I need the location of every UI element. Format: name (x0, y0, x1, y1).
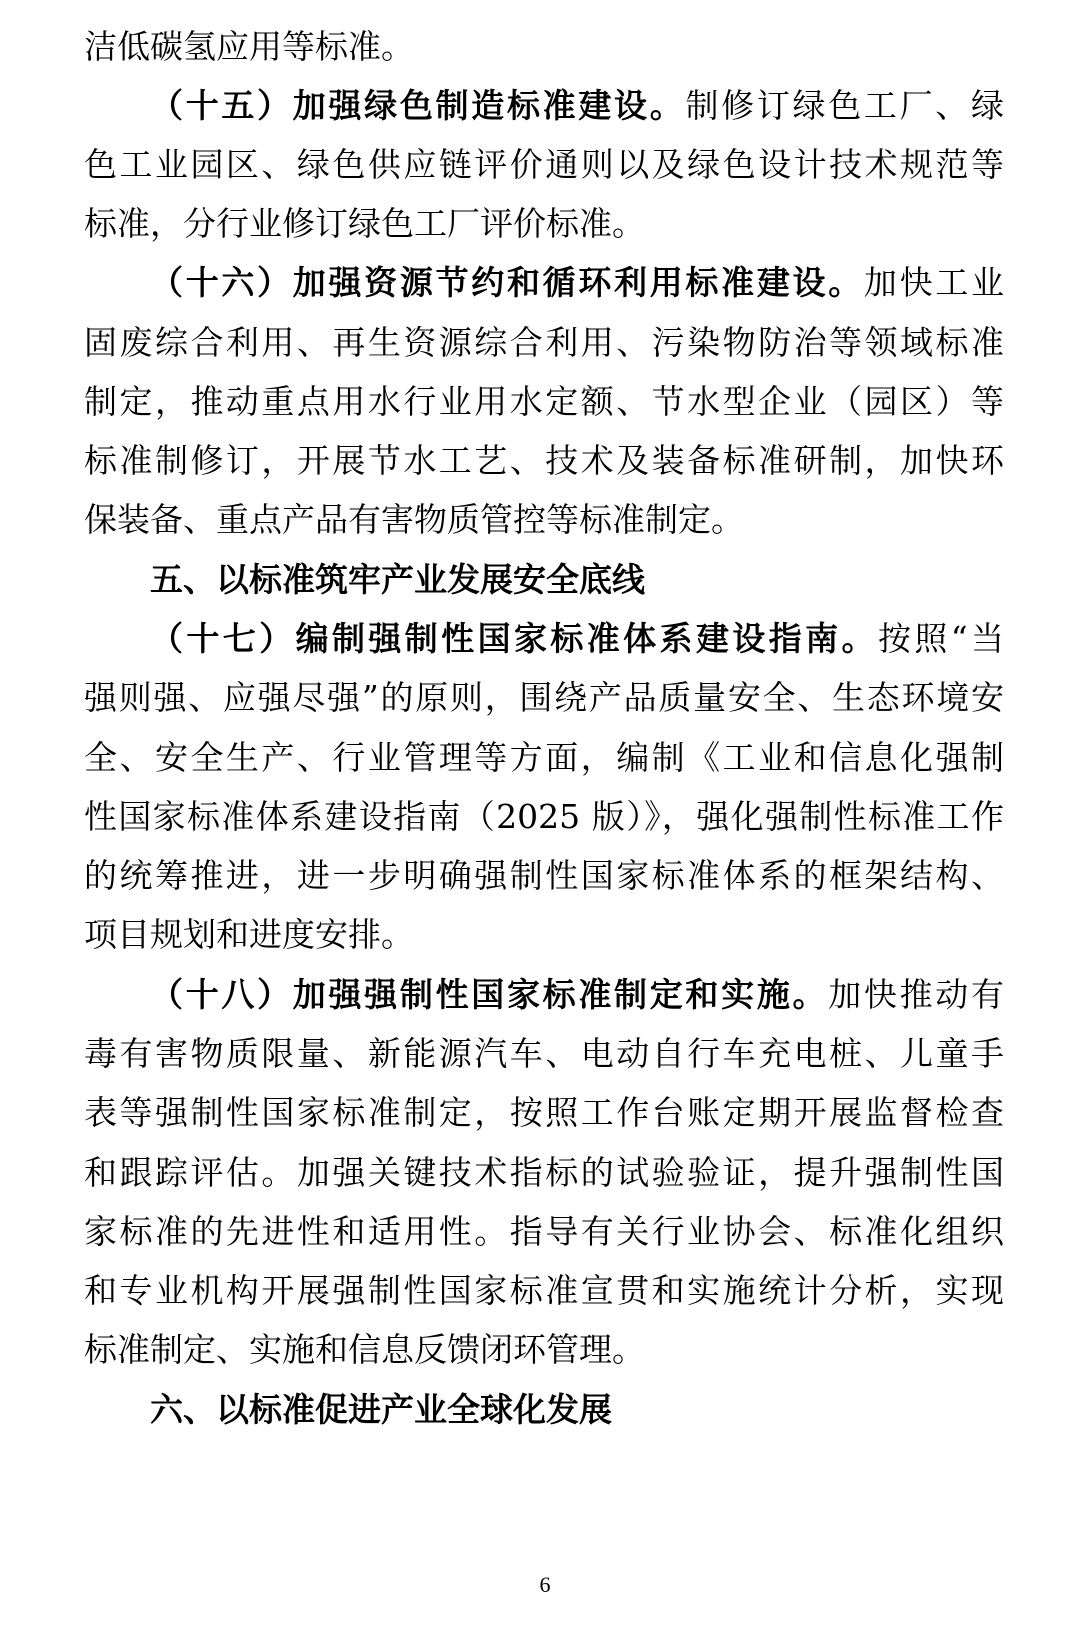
paragraph-line: 制定，推动重点用水行业用水定额、节水型企业（园区）等 (84, 382, 1004, 421)
page-number: 6 (539, 1572, 551, 1597)
paragraph-15-title: （十五）加强绿色制造标准建设。 (150, 86, 686, 125)
paragraph-line: 标准制定、实施和信息反馈闭环管理。 (84, 1330, 645, 1369)
paragraph-line: 标准，分行业修订绿色工厂评价标准。 (84, 204, 645, 243)
paragraph-line: 和专业机构开展强制性国家标准宣贯和实施统计分析，实现 (84, 1271, 1004, 1310)
paragraph-line: 表等强制性国家标准制定，按照工作台账定期开展监督检查 (84, 1093, 1004, 1132)
paragraph-line: 和跟踪评估。加强关键技术指标的试验验证，提升强制性国 (84, 1153, 1004, 1192)
paragraph-line: 家标准的先进性和适用性。指导有关行业协会、标准化组织 (84, 1212, 1004, 1251)
paragraph-line: 洁低碳氢应用等标准。 (84, 27, 414, 66)
paragraph-line: 性国家标准体系建设指南（2025 版）》，强化强制性标准工作 (84, 797, 1004, 836)
paragraph-line: 的统筹推进，进一步明确强制性国家标准体系的框架结构、 (84, 856, 1004, 895)
paragraph-18-line-1 (150, 975, 1004, 1015)
paragraph-15-line-1 (150, 86, 1004, 126)
paragraph-17-line-1 (150, 619, 1004, 659)
paragraph-line: 强则强、应强尽强”的原则，围绕产品质量安全、生态环境安 (84, 678, 1004, 717)
paragraph-17-title: （十七）编制强制性国家标准体系建设指南。 (150, 619, 878, 658)
paragraph-18-text: 加快推动有 (828, 975, 1005, 1014)
paragraph-15-text: 制修订绿色工厂、绿 (685, 86, 1005, 125)
paragraph-line: 色工业园区、绿色供应链评价通则以及绿色设计技术规范等 (84, 145, 1004, 184)
paragraph-16-text: 加快工业 (863, 263, 1005, 302)
paragraph-18-title: （十八）加强强制性国家标准制定和实施。 (150, 975, 829, 1014)
section-heading-5: 五、以标准筑牢产业发展安全底线 (150, 560, 645, 599)
paragraph-16-line-1 (150, 263, 1004, 303)
paragraph-line: 项目规划和进度安排。 (84, 915, 414, 954)
paragraph-line: 毒有害物质限量、新能源汽车、电动自行车充电桩、儿童手 (84, 1034, 1004, 1073)
paragraph-line: 标准制修订，开展节水工艺、技术及装备标准研制，加快环 (84, 441, 1004, 480)
paragraph-line: 固废综合利用、再生资源综合利用、污染物防治等领域标准 (84, 323, 1004, 362)
section-heading-6: 六、以标准促进产业全球化发展 (150, 1390, 612, 1429)
paragraph-line: 全、安全生产、行业管理等方面，编制《工业和信息化强制 (84, 738, 1004, 777)
paragraph-16-title: （十六）加强资源节约和循环利用标准建设。 (150, 263, 864, 302)
paragraph-17-text: 按照“当 (877, 619, 1004, 658)
paragraph-line: 保装备、重点产品有害物质管控等标准制定。 (84, 500, 744, 539)
